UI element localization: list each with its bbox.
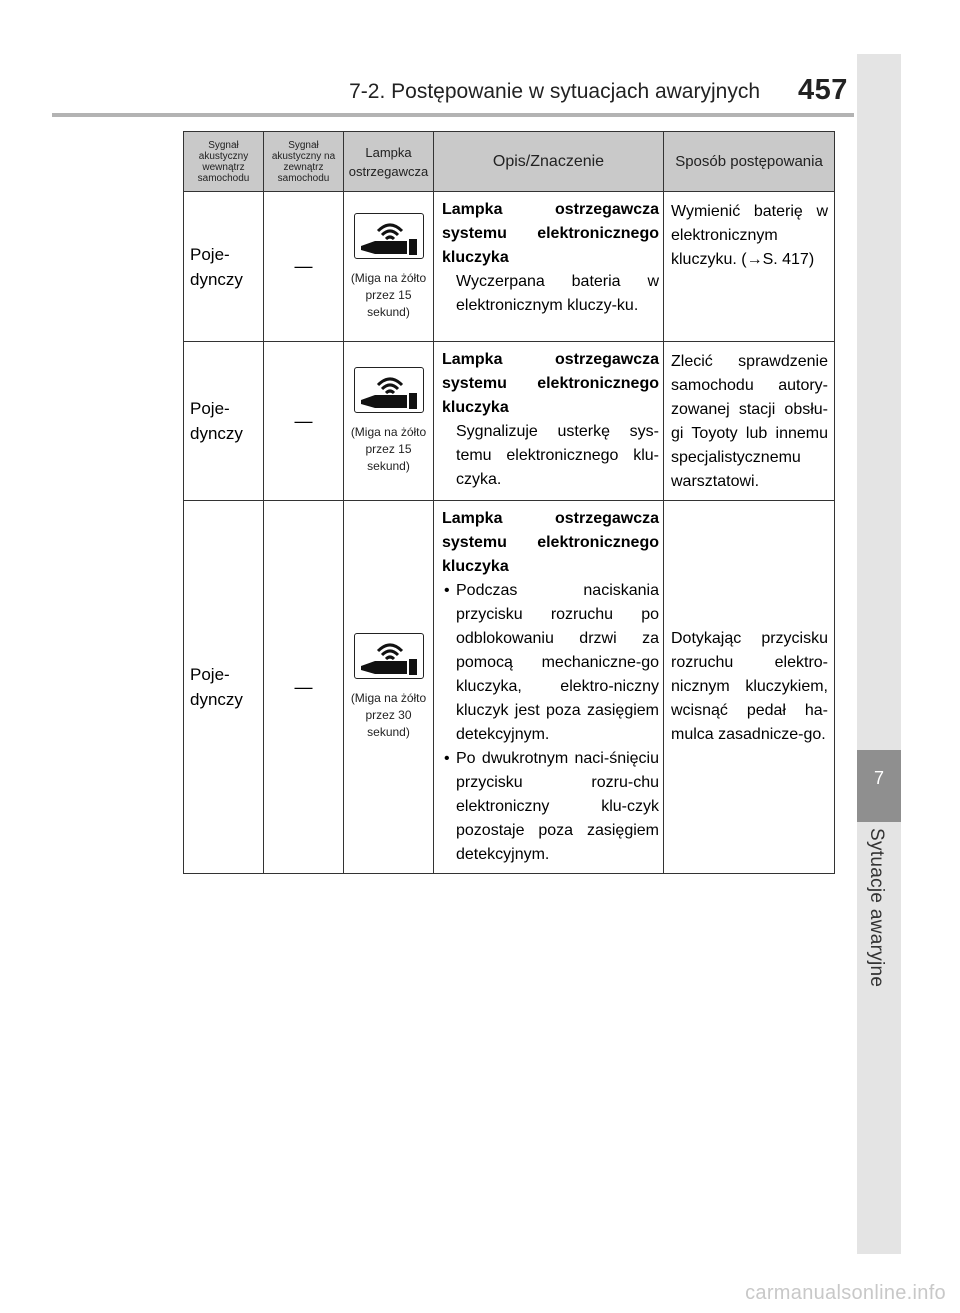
cell-warning-lamp: [344, 501, 434, 874]
page-number: 457: [798, 74, 848, 106]
cell-warning-lamp: [344, 192, 434, 342]
watermark: carmanualsonline.info: [745, 1282, 946, 1304]
description-title: Lampka ostrzegawcza systemu elektronicznego kluczyka: [442, 351, 659, 416]
list-item: • Podczas naciskania przycisku rozruchu po odblokowaniu drzwi za pomocą mechaniczne-go kluczyka, elektro-niczny kluczyk jest poza zasięgiem detekcyjnym.: [442, 579, 659, 747]
cell-outside-signal: —: [264, 342, 344, 501]
smart-key-warning-icon: [354, 367, 424, 413]
cell-outside-signal: —: [264, 501, 344, 874]
warning-table: [183, 131, 835, 874]
header-description: Opis/Znaczenie: [434, 132, 664, 192]
lamp-note: (Miga na żółto przez 30 sekund): [350, 691, 427, 739]
chapter-label: Sytuacje awaryjne: [866, 828, 887, 988]
header-outside-signal: Sygnał akustyczny na zewnątrz samochodu: [264, 132, 344, 192]
chapter-number: 7: [873, 768, 884, 788]
cell-inside-signal: Poje-dynczy: [184, 342, 264, 501]
smart-key-warning-icon: [354, 213, 424, 259]
description-text: Wyczerpana bateria w elektronicznym kluczy-ku.: [456, 273, 659, 314]
header-action: Sposób postępowania: [664, 132, 835, 192]
list-item: • Po dwukrotnym naci-śnięciu przycisku rozru-chu elektroniczny klu-czyk pozostaje poza zasięgiem detekcyjnym.: [442, 747, 659, 867]
header-inside-signal: Sygnał akustyczny wewnątrz samochodu: [184, 132, 264, 192]
page-header-title: 7-2. Postępowanie w sytuacjach awaryjnych: [349, 80, 760, 103]
header-divider: [52, 113, 854, 117]
description-title: Lampka ostrzegawcza systemu elektronicznego kluczyka: [442, 201, 659, 266]
cell-outside-signal: —: [264, 192, 344, 342]
table-header-row: [184, 132, 835, 192]
lamp-note: (Miga na żółto przez 15 sekund): [350, 425, 427, 473]
cell-description: [434, 342, 664, 501]
cell-action: Wymienić baterię w elektronicznym kluczyku. (→S. 417): [664, 192, 835, 342]
description-title: Lampka ostrzegawcza systemu elektronicznego kluczyka: [442, 510, 659, 575]
cell-inside-signal: Poje-dynczy: [184, 192, 264, 342]
lamp-note: (Miga na żółto przez 15 sekund): [350, 270, 427, 319]
table-row: [184, 192, 835, 342]
chapter-side-tab: [857, 54, 901, 1254]
description-bullets: [442, 579, 659, 867]
cell-description: [434, 501, 664, 874]
table-row: [184, 501, 835, 874]
cell-inside-signal: Poje-dynczy: [184, 501, 264, 874]
cell-action: Zlecić sprawdzenie samochodu autory-zowanej stacji obsłu-gi Toyoty lub innemu specjalistycznemu warsztatowi.: [664, 342, 835, 501]
table-row: [184, 342, 835, 501]
cell-action: Dotykając przycisku rozruchu elektro-nicznym kluczykiem, wcisnąć pedał ha-mulca zasadnicze-go.: [664, 501, 835, 874]
cell-warning-lamp: [344, 342, 434, 501]
smart-key-warning-icon: [354, 633, 424, 679]
header-warning-lamp: Lampka ostrzegawcza: [344, 132, 434, 192]
description-text: Sygnalizuje usterkę sys-temu elektronicznego klu-czyka.: [456, 423, 659, 488]
cell-description: [434, 192, 664, 342]
